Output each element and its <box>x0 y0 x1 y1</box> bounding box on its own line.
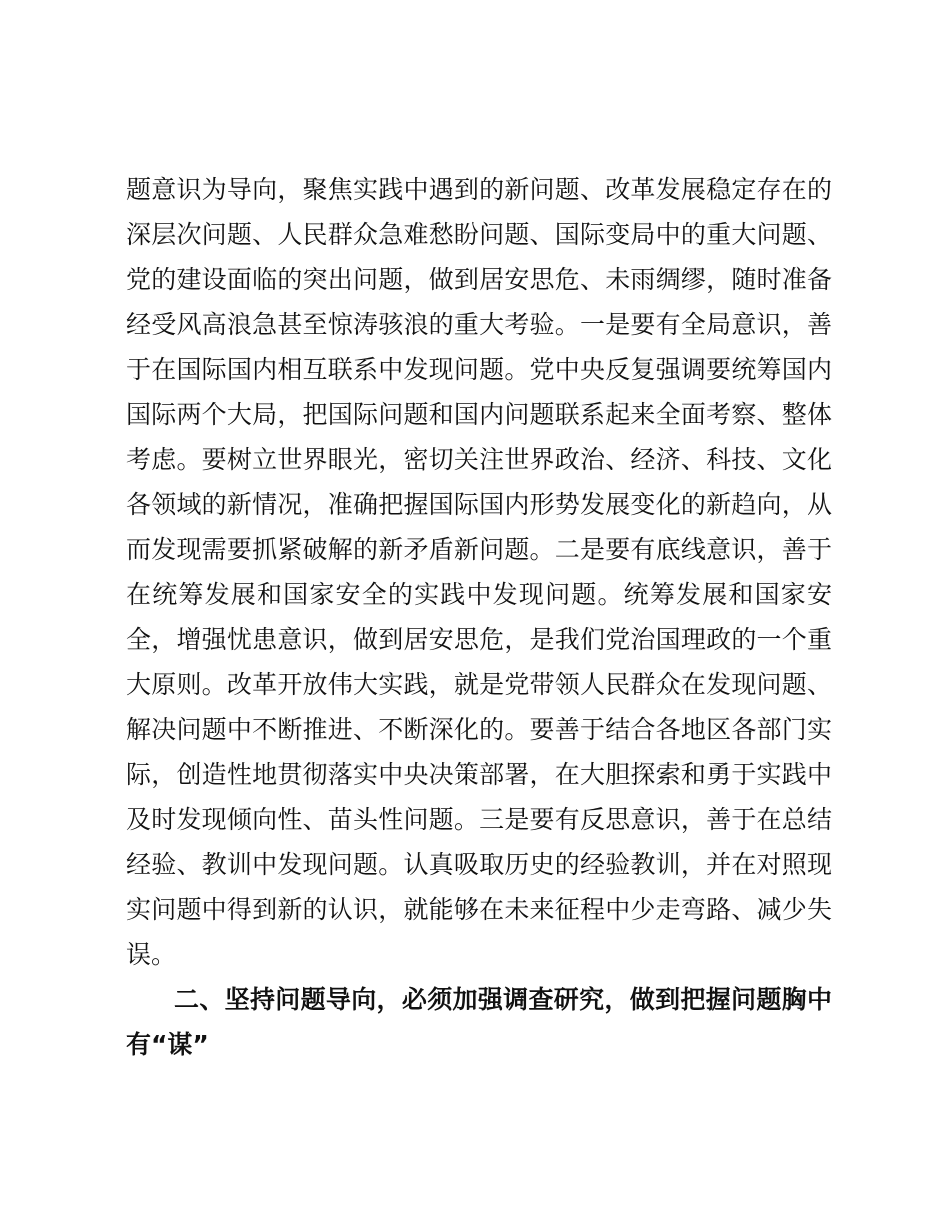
paragraph-line-1: 题意识为导向，聚焦实践中遇到的新问题、改革发展稳定存在的 <box>126 175 832 204</box>
paragraph-line-15: 及时发现倾向性、苗头性问题。三是要有反思意识，善于在总结 <box>126 805 832 834</box>
paragraph-line-11: 全，增强忧患意识，做到居安思危，是我们党治国理政的一个重 <box>126 625 832 654</box>
paragraph-line-5: 于在国际国内相互联系中发现问题。党中央反复强调要统筹国内 <box>126 355 832 384</box>
paragraph-line-4: 经受风高浪急甚至惊涛骇浪的重大考验。一是要有全局意识，善 <box>126 310 832 339</box>
paragraph-line-7: 考虑。要树立世界眼光，密切关注世界政治、经济、科技、文化 <box>126 445 832 474</box>
paragraph-line-18: 误。 <box>126 940 177 969</box>
paragraph-line-10: 在统筹发展和国家安全的实践中发现问题。统筹发展和国家安 <box>126 580 832 609</box>
paragraph-line-17: 实问题中得到新的认识，就能够在未来征程中少走弯路、减少失 <box>126 895 832 924</box>
paragraph-line-9: 而发现需要抓紧破解的新矛盾新问题。二是要有底线意识，善于 <box>126 535 832 564</box>
paragraph-line-12: 大原则。改革开放伟大实践，就是党带领人民群众在发现问题、 <box>126 670 832 699</box>
paragraph-line-2: 深层次问题、人民群众急难愁盼问题、国际变局中的重大问题、 <box>126 220 832 249</box>
paragraph-line-13: 解决问题中不断推进、不断深化的。要善于结合各地区各部门实 <box>126 715 832 744</box>
paragraph-line-6: 国际两个大局，把国际问题和国内问题联系起来全面考察、整体 <box>126 400 832 429</box>
section-heading-line-2: 有“谋” <box>126 1030 209 1059</box>
paragraph-line-3: 党的建设面临的突出问题，做到居安思危、未雨绸缪，随时准备 <box>126 265 832 294</box>
paragraph-line-8: 各领域的新情况，准确把握国际国内形势发展变化的新趋向，从 <box>126 490 832 519</box>
paragraph-line-14: 际，创造性地贯彻落实中央决策部署，在大胆探索和勇于实践中 <box>126 760 832 789</box>
section-heading-line-1: 二、坚持问题导向，必须加强调查研究，做到把握问题胸中 <box>174 985 832 1014</box>
paragraph-line-16: 经验、教训中发现问题。认真吸取历史的经验教训，并在对照现 <box>126 850 832 879</box>
